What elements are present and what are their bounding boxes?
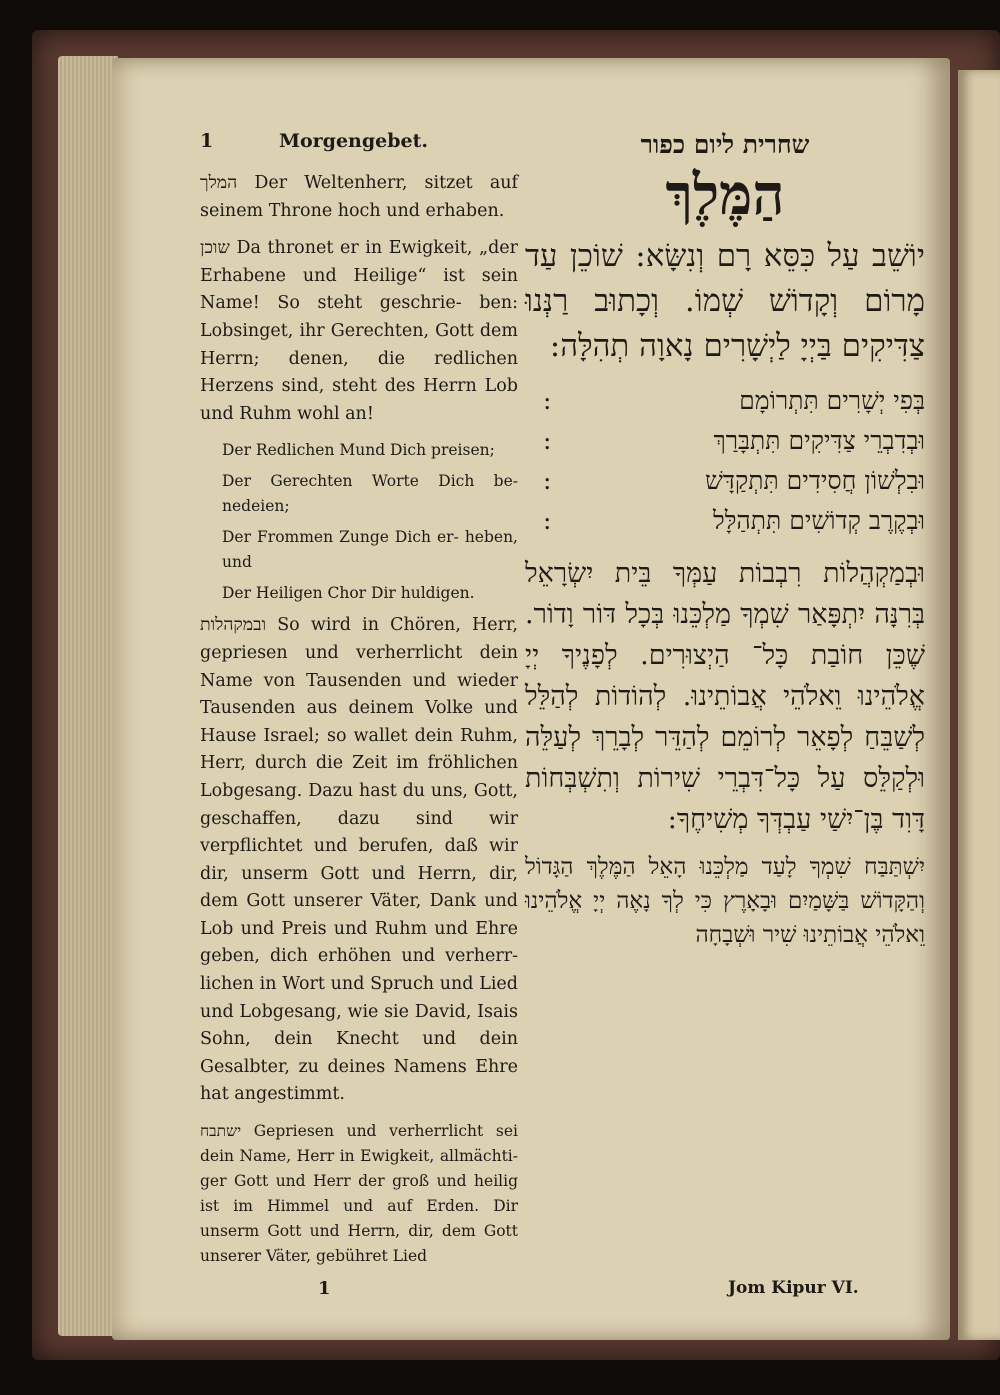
small-line-2: Der Gerechten Worte Dich be- nedeien; xyxy=(222,472,518,516)
left-header xyxy=(200,130,518,152)
small-line-3: Der Frommen Zunge Dich er- heben, und xyxy=(222,528,518,572)
hebrew-big-word: הַמֶּלֶךְ xyxy=(665,162,785,228)
hebrew-line-3 xyxy=(525,461,925,501)
page-number: 1 xyxy=(200,130,214,152)
hebrew-line-text: וּבְדִבְרֵי צַדִּיקִים תִּתְבָּרַךְ xyxy=(713,426,925,455)
hebrew-line-2 xyxy=(525,421,925,461)
hebrew-paragraph-3: יִשְׁתַּבַּח שִׁמְךָ לָעַד מַלְכֵּנוּ הָאֵל הַמֶּלֶךְ הַגָּדוֹל וְהַקָּדוֹשׁ בַּשָּׁמַיִם וּבָאָרֶץ כִּי לְךָ נָאֶה יְיָ אֱלֹהֵינוּ וֵאלֹהֵי אֲבוֹתֵינוּ שִׁיר וּשְׁבָחָה xyxy=(525,854,925,948)
small-line-4: Der Heiligen Chor Dir huldigen. xyxy=(222,584,475,603)
footer-number: 1 xyxy=(318,1278,331,1299)
colon: : xyxy=(543,386,552,415)
german-column xyxy=(200,130,518,1275)
footer-label: Jom Kipur VI. xyxy=(728,1278,859,1298)
facing-page-edge xyxy=(958,70,1000,1340)
paragraph-3: ובמקהלות So wird in Chören, Herr, gepriesen und verherrlicht dein Name von Tausenden und wieder Tausenden aus deinem Volke und Hause Israel; so wallet dein Ruhm, Herr, durch die Zeit im fröhlichen Lobgesang. Dazu hast du uns, Gott, geschaffen, dazu sind wir verpflichtet und berufen, daß wir dir, unserm Gott und Herrn, dir, dem Gott unserer Väter, Dank und Lob und Preis und Ruhm und Ehre geben, dich erhöhen und verherr- lichen in Wort und Spruch und Lied und Lobgesang, wie sie David, Isais Sohn, dein Knecht und dein Gesalbter, zu deines Namens Ehre hat angestimmt. xyxy=(200,615,518,1105)
page-edges xyxy=(58,56,118,1336)
hebrew-line-4 xyxy=(525,501,925,541)
colon: : xyxy=(543,426,552,455)
small-line-1: Der Redlichen Mund Dich preisen; xyxy=(222,441,495,460)
hebrew-running-title: שחרית ליום כפור xyxy=(640,130,810,159)
hebrew-column xyxy=(525,130,925,952)
colon: : xyxy=(543,506,552,535)
paragraph-1: המלך Der Weltenherr, sitzet auf seinem Throne hoch und erhaben. xyxy=(200,173,518,221)
hebrew-paragraph-2: וּבְמַקְהֲלוֹת רִבְבוֹת עַמְּךָ בֵּית יִשְׂרָאֵל בְּרִנָּה יִתְפָּאַר שִׁמְךָ מַלְכֵּנוּ בְּכָל דּוֹר וָדוֹר. שֶׁכֵּן חוֹבַת כָּל־ הַיְצוּרִים. לְפָנֶיךָ יְיָ אֱלֹהֵינוּ וֵאלֹהֵי אֲבוֹתֵינוּ. לְהוֹדוֹת לְהַלֵּל לְשַׁבֵּחַ לְפָאֵר לְרוֹמֵם לְהַדֵּר לְבָרֵךְ לְעַלֵּה וּלְקַלֵּס עַל כָּל־דִּבְרֵי שִׁירוֹת וְתִשְׁבְּחוֹת דָּוִד בֶּן־יִשַׁי עַבְדְּךָ מְשִׁיחֶךָ: xyxy=(525,558,925,835)
running-title: Morgengebet. xyxy=(278,130,428,152)
paragraph-4: ישתבח Gepriesen und verherrlicht sei dein Name, Herr in Ewigkeit, allmächti- ger Gott und Herr der groß und heilig ist im Himmel und auf Erden. Dir unserm Gott und Herrn, dir, dem Gott unserer Väter, gebühret Lied xyxy=(200,1122,518,1266)
paragraph-2: שוכן Da thronet er in Ewigkeit, „der Erhabene und Heilige“ ist sein Name! So steht geschrie- ben: Lobsinget, ihr Gerechten, Gott dem Herrn; denen, die redlichen Herzens sind, steht des Herrn Lob und Ruhm wohl an! xyxy=(200,238,518,424)
hebrew-paragraph-1: יוֹשֵׁב עַל כִּסֵּא רָם וְנִשָּׂא: שׁוֹכֵן עַד מָרוֹם וְקָדוֹשׁ שְׁמוֹ. וְכָתוּב רַנְּנוּ צַדִּיקִים בַּיְיָ לַיְשָׁרִים נָאוָה תְהִלָּה: xyxy=(525,238,925,364)
hebrew-line-text: וּבְקֶרֶב קְדוֹשִׁים תִּתְהַלָּל xyxy=(713,506,925,535)
hebrew-line-text: וּבִלְשׁוֹן חֲסִידִים תִּתְקַדָּשׁ xyxy=(705,466,925,495)
hebrew-line-text: בְּפִי יְשָׁרִים תִּתְרוֹמָם xyxy=(739,386,925,415)
hebrew-line-1 xyxy=(525,381,925,421)
colon: : xyxy=(543,466,552,495)
